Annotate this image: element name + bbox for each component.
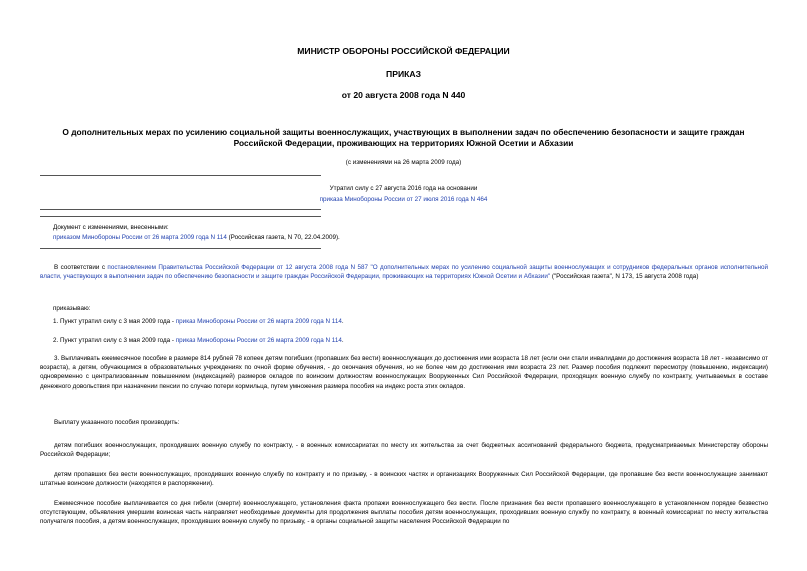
changes-label: Документ с изменениями, внесенными: bbox=[53, 224, 169, 231]
item-2-link[interactable]: приказ Минобороны России от 26 марта 2009 года N 114 bbox=[175, 337, 342, 344]
item-2-tail: . bbox=[341, 337, 344, 344]
doc-date-number: от 20 августа 2008 года N 440 bbox=[341, 90, 466, 100]
separator-rule bbox=[40, 209, 321, 210]
separator-rule bbox=[40, 175, 321, 176]
paragraph-payment-intro: Выплату указанного пособия производить: bbox=[54, 419, 180, 426]
paragraph-payment-terms: Ежемесячное пособие выплачивается со дня гибели (смерти) военнослужащего, установления факта пропажи военнослужащего без вести. После признания без вести пропавшего военнослужащего в установленном порядке безвестно отсутствующим, объявления умершим воинская часть направляет необходимые документы для продолжения выплаты пособия детям военнослужащих, проходивших военную службу по контракту, в военный комиссариат по месту жительства получателя пособия, а детям военнослужащих, проходивших военную службу по призыву, - в органы социальной защиты населения Российской Федерации по bbox=[40, 500, 768, 526]
separator-rule bbox=[40, 216, 321, 217]
document-title: О дополнительных мерах по усилению социальной защиты военнослужащих, участвующих в выполнении задач по обеспечению безопасности и защите граждан Российской Федерации, проживающих на территориях Южной Осетии и Абхазии bbox=[62, 127, 745, 148]
changes-line bbox=[53, 233, 340, 242]
paragraph-missing-children: детям пропавших без вести военнослужащих, проходивших военную службу по контракту и по призыву, - в воинских частях и организациях Вооруженных Сил Российской Федерации, где пропавшие без вести военнослужащие занимают штатные воинские должности (находятся в распоряжении). bbox=[40, 471, 768, 488]
paragraph-contract-children: детям погибших военнослужащих, проходивших военную службу по контракту, - в военных комиссариатах по месту их жительства за счет бюджетных ассигнований федерального бюджета, предусматриваемых Министерству обороны Российской Федерации; bbox=[40, 442, 768, 459]
ministry-heading: МИНИСТР ОБОРОНЫ РОССИЙСКОЙ ФЕДЕРАЦИИ bbox=[297, 46, 510, 56]
repeal-order-link[interactable]: приказа Минобороны России от 27 июля 2016 года N 464 bbox=[319, 196, 488, 203]
paragraph-3: 3. Выплачивать ежемесячное пособие в размере 814 рублей 78 копеек детям погибших (пропавших без вести) военнослужащих до достижения ими возраста 18 лет (если они стали инвалидами до достижения возраста 18 лет - независимо от возраста), а детям, обучающимся в образовательных учреждениях по очной форме обучения, - до окончания обучения, но не более чем до достижения ими возраста 23 лет. Размер пособия подлежит пересмотру (повышению, индексации) одновременно с централизованным повышением (индексацией) размеров окладов по воинским должностям военнослужащих Вооруженных Сил Российской Федерации, проходящих военную службу по контракту, учитываемых в составе денежного довольствия при назначении пенсии по случаю потери кормильца, путем умножения размера пособия на индекс роста этих окладов. bbox=[40, 355, 768, 390]
order-word: приказываю: bbox=[53, 305, 91, 312]
preamble-end: ("Российская газета", N 173, 15 августа 2008 года) bbox=[550, 273, 699, 281]
amended-note: (с изменениями на 26 марта 2009 года) bbox=[345, 159, 462, 166]
preamble-paragraph bbox=[40, 263, 768, 281]
item-1-text: 1. Пункт утратил силу с 3 мая 2009 года - bbox=[53, 318, 176, 325]
repeal-link-line bbox=[0, 195, 807, 204]
item-2 bbox=[53, 336, 344, 345]
government-decree-link[interactable]: постановлением Правительства Российской Федерации от 12 августа 2008 года N 587 "О дополнительных мерах по усилению социальной защиты военнослужащих и сотрудников федеральных органов исполнительной власти, участвующих в выполнении задач по обеспечению безопасности и защите граждан Российской Федерации, проживающих на территориях Южной Осетии и Абхазии" bbox=[40, 264, 768, 281]
item-1-tail: . bbox=[341, 318, 344, 325]
preamble-start: В соответствии с bbox=[54, 264, 108, 271]
separator-rule bbox=[40, 248, 321, 249]
item-2-text: 2. Пункт утратил силу с 3 мая 2009 года - bbox=[53, 337, 176, 344]
item-1 bbox=[53, 317, 344, 326]
doc-type-heading: ПРИКАЗ bbox=[386, 69, 421, 79]
repeal-text: Утратил силу с 27 августа 2016 года на основании bbox=[329, 185, 478, 192]
changes-source: (Российская газета, N 70, 22.04.2009). bbox=[226, 234, 340, 241]
changes-order-link[interactable]: приказом Минобороны России от 26 марта 2009 года N 114 bbox=[53, 234, 227, 241]
item-1-link[interactable]: приказ Минобороны России от 26 марта 2009 года N 114 bbox=[175, 318, 342, 325]
